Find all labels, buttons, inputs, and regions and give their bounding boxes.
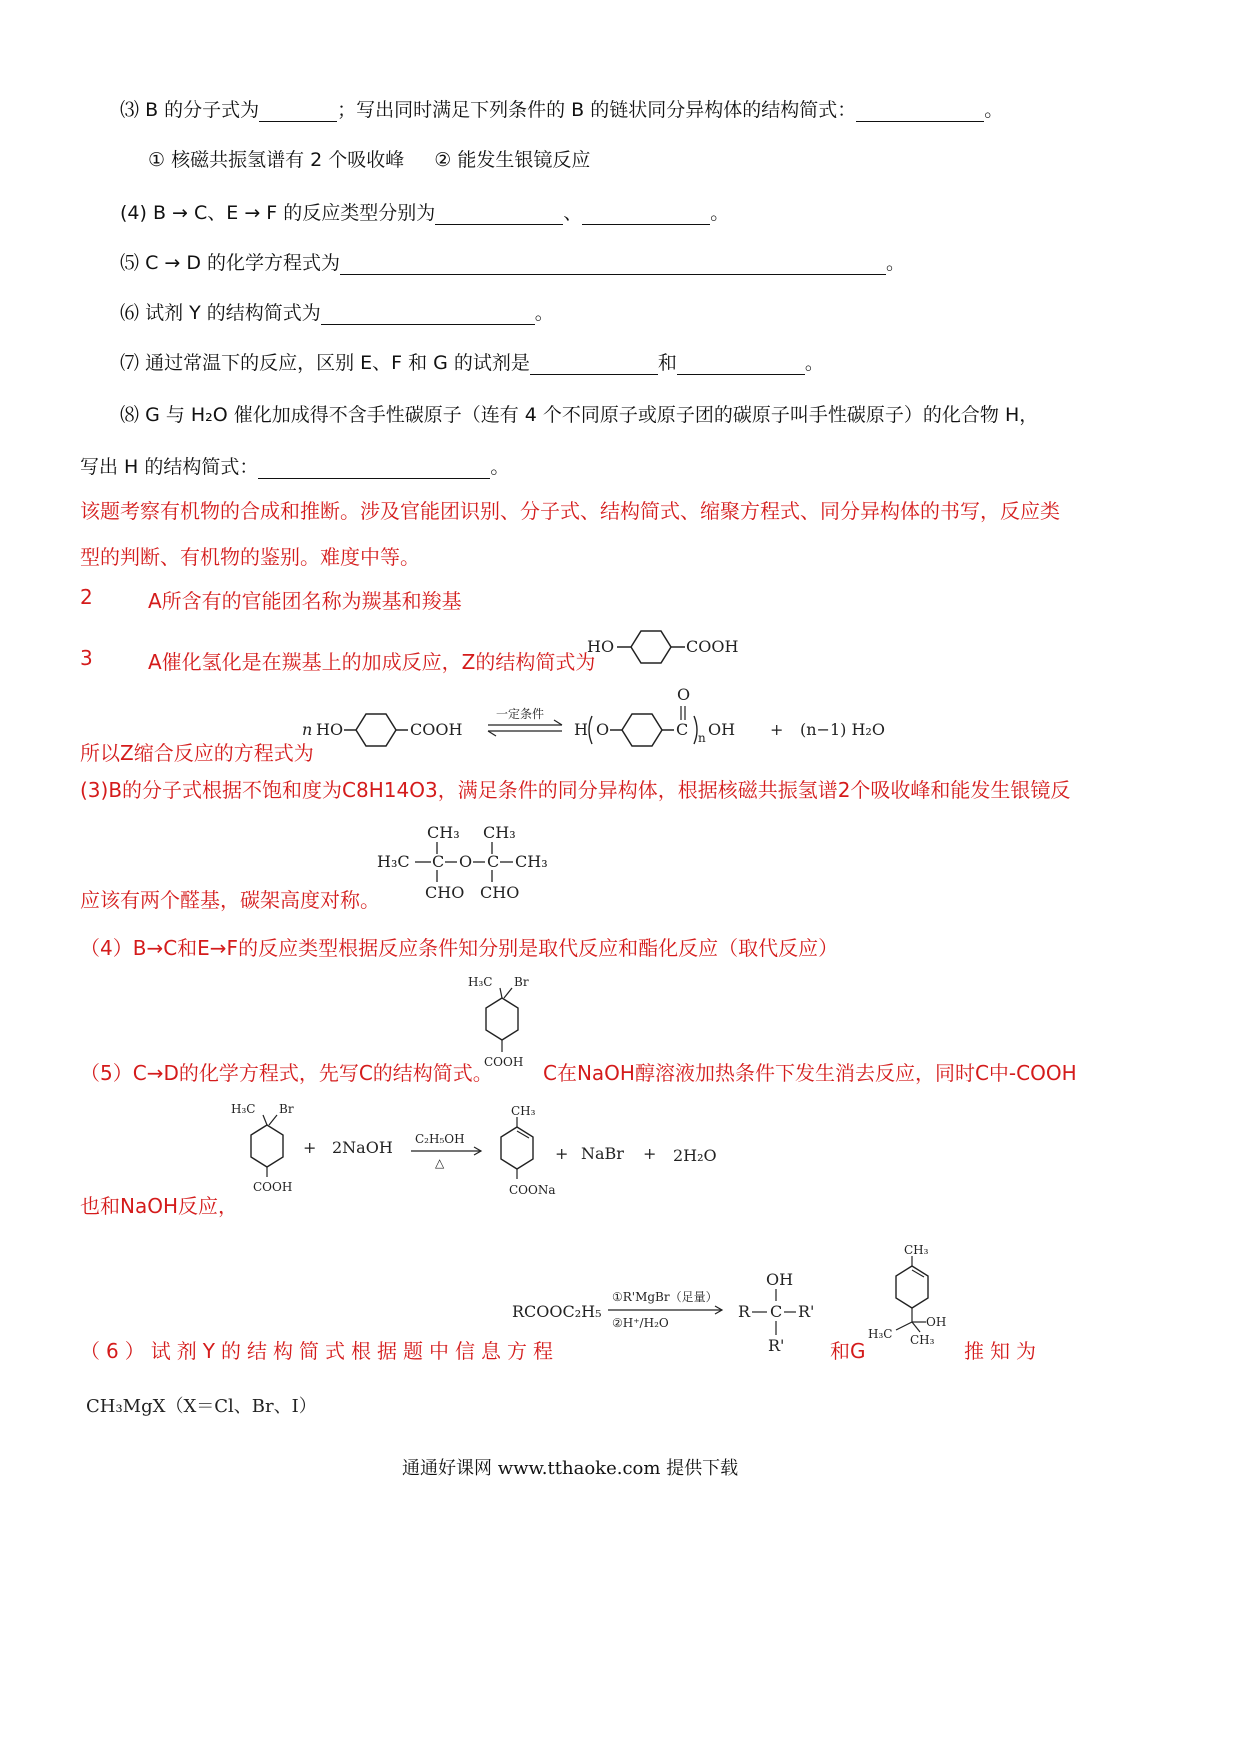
answer-blank[interactable] (677, 354, 805, 375)
svg-text:CH₃: CH₃ (483, 823, 516, 842)
svg-text:CH₃: CH₃ (910, 1333, 935, 1347)
svg-text:C: C (676, 720, 689, 739)
svg-text:n: n (698, 731, 706, 745)
svg-text:OH: OH (766, 1270, 794, 1289)
answer-3-num: 3 (80, 646, 93, 670)
svg-text:R: R (738, 1302, 751, 1321)
svg-text:CH₃: CH₃ (427, 823, 460, 842)
svg-text:COOH: COOH (410, 720, 463, 739)
polymerization-equation (300, 680, 900, 760)
svg-text:Br: Br (279, 1102, 294, 1116)
svg-text:+: + (770, 720, 784, 739)
svg-text:2NaOH: 2NaOH (332, 1138, 393, 1157)
svg-text:②H⁺/H₂O: ②H⁺/H₂O (612, 1316, 669, 1330)
g-structure (866, 1238, 966, 1358)
question-6: ⑹ 试剂 Y 的结构简式为 。 (120, 302, 554, 324)
answer-blank[interactable] (856, 101, 984, 122)
svg-text:CH₃: CH₃ (515, 852, 548, 871)
svg-text:O: O (677, 685, 691, 704)
question-8: ⑻ G 与 H₂O 催化加成得不含手性碳原子（连有 4 个不同原子或原子团的碳原子叫手性碳原子）的化合物 H， (120, 404, 1039, 426)
answer-6-mid: 和G (830, 1339, 866, 1363)
elimination-equation (225, 1095, 745, 1205)
answer-6-pre: （6）试剂Y的结构简式根据题中信息方程 (80, 1339, 559, 1363)
question-5: ⑸ C → D 的化学方程式为 。 (120, 252, 906, 274)
svg-text:COOH: COOH (484, 1055, 524, 1069)
answer-3-text: A催化氢化是在羰基上的加成反应，Z的结构简式为 (148, 650, 596, 674)
svg-text:O: O (459, 852, 473, 871)
svg-text:COONa: COONa (509, 1183, 556, 1197)
answer-blank[interactable] (321, 304, 535, 325)
svg-text:一定条件: 一定条件 (496, 707, 545, 721)
answer-blank[interactable] (435, 204, 563, 225)
svg-text:OH: OH (926, 1315, 947, 1329)
svg-text:H: H (574, 720, 588, 739)
svg-text:H₃C: H₃C (868, 1327, 893, 1341)
svg-text:+: + (643, 1144, 657, 1163)
question-8-line2: 写出 H 的结构简式： 。 (80, 456, 510, 478)
z-structure-diagram (585, 625, 755, 673)
answer-6-end: 推知为 (964, 1339, 1042, 1363)
svg-text:H₃C: H₃C (231, 1102, 256, 1116)
svg-text:(n−1) H₂O: (n−1) H₂O (800, 720, 885, 739)
svg-text:n: n (302, 720, 313, 739)
c-structure (462, 970, 552, 1070)
svg-text:CHO: CHO (425, 883, 465, 902)
svg-text:R': R' (768, 1336, 785, 1355)
svg-text:C: C (432, 852, 445, 871)
answer-4: （4）B→C和E→F的反应类型根据反应条件知分别是取代反应和酯化反应（取代反应） (80, 936, 839, 960)
svg-text:HO: HO (316, 720, 344, 739)
question-3: ⑶ B 的分子式为 ；写出同时满足下列条件的 B 的链状同分异构体的结构简式： 。 (120, 99, 1004, 121)
svg-text:△: △ (435, 1156, 445, 1170)
svg-text:CH₃: CH₃ (904, 1243, 929, 1257)
svg-text:+: + (555, 1144, 569, 1163)
z-cooh-label: COOH (686, 637, 739, 656)
svg-text:C: C (770, 1302, 783, 1321)
answer-intro-line1: 该题考察有机物的合成和推断。涉及官能团识别、分子式、结构简式、缩聚方程式、同分异构体的书写，反应类 (80, 499, 1060, 523)
answer-blank[interactable] (258, 458, 490, 479)
answer-intro-line2: 型的判断、有机物的鉴别。难度中等。 (80, 545, 420, 569)
answer-blank[interactable] (340, 254, 886, 275)
answer-6-formula: CH₃MgX（X＝Cl、Br、I） (86, 1396, 317, 1417)
svg-text:NaBr: NaBr (581, 1144, 624, 1163)
answer-3b-text: 所以Z缩合反应的方程式为 (80, 741, 314, 765)
answer-blank[interactable] (582, 204, 710, 225)
answer-blank[interactable] (530, 354, 658, 375)
svg-text:①R'MgBr（足量）: ①R'MgBr（足量） (612, 1290, 718, 1304)
svg-text:COOH: COOH (253, 1180, 293, 1194)
answer-2-num: 2 (80, 585, 93, 609)
answer-5-post: C在NaOH醇溶液加热条件下发生消去反应，同时C中-COOH (543, 1061, 1077, 1085)
svg-text:CH₃: CH₃ (511, 1104, 536, 1118)
svg-text:CHO: CHO (480, 883, 520, 902)
svg-text:H₃C: H₃C (468, 975, 493, 989)
svg-text:O: O (596, 720, 610, 739)
answer-blank[interactable] (259, 101, 337, 122)
svg-text:C₂H₅OH: C₂H₅OH (415, 1132, 465, 1146)
cyclohexane-ring (631, 631, 671, 663)
answer-3c-line2: 应该有两个醛基，碳架高度对称。 (80, 888, 380, 912)
question-7: ⑺ 通过常温下的反应，区别 E、F 和 G 的试剂是 和 。 (120, 352, 824, 374)
svg-text:H₃C: H₃C (377, 852, 410, 871)
answer-5-line2: 也和NaOH反应， (80, 1194, 238, 1218)
svg-text:OH: OH (708, 720, 736, 739)
answer-3c-line1: (3)B的分子式根据不饱和度为C8H14O3，满足条件的同分异构体，根据核磁共振氢谱2个吸收峰和能发生银镜反 (80, 778, 1071, 802)
svg-text:C: C (487, 852, 500, 871)
svg-text:2H₂O: 2H₂O (673, 1146, 717, 1165)
svg-text:+: + (303, 1138, 317, 1157)
z-ho-label: HO (587, 637, 615, 656)
answer-2-text: A所含有的官能团名称为羰基和羧基 (148, 589, 462, 613)
svg-text:RCOOC₂H₅: RCOOC₂H₅ (512, 1302, 602, 1321)
answer-5-pre: （5）C→D的化学方程式，先写C的结构简式。 (80, 1061, 493, 1085)
isomer-structure (375, 818, 565, 904)
question-4: (4) B → C、E → F 的反应类型分别为 、 。 (120, 202, 730, 224)
footer-source: 通通好课网 www.tthaoke.com 提供下载 (402, 1458, 739, 1479)
question-3-conditions: ① 核磁共振氢谱有 2 个吸收峰 ② 能发生银镜反应 (148, 149, 591, 171)
svg-text:Br: Br (514, 975, 529, 989)
svg-text:R': R' (798, 1302, 815, 1321)
